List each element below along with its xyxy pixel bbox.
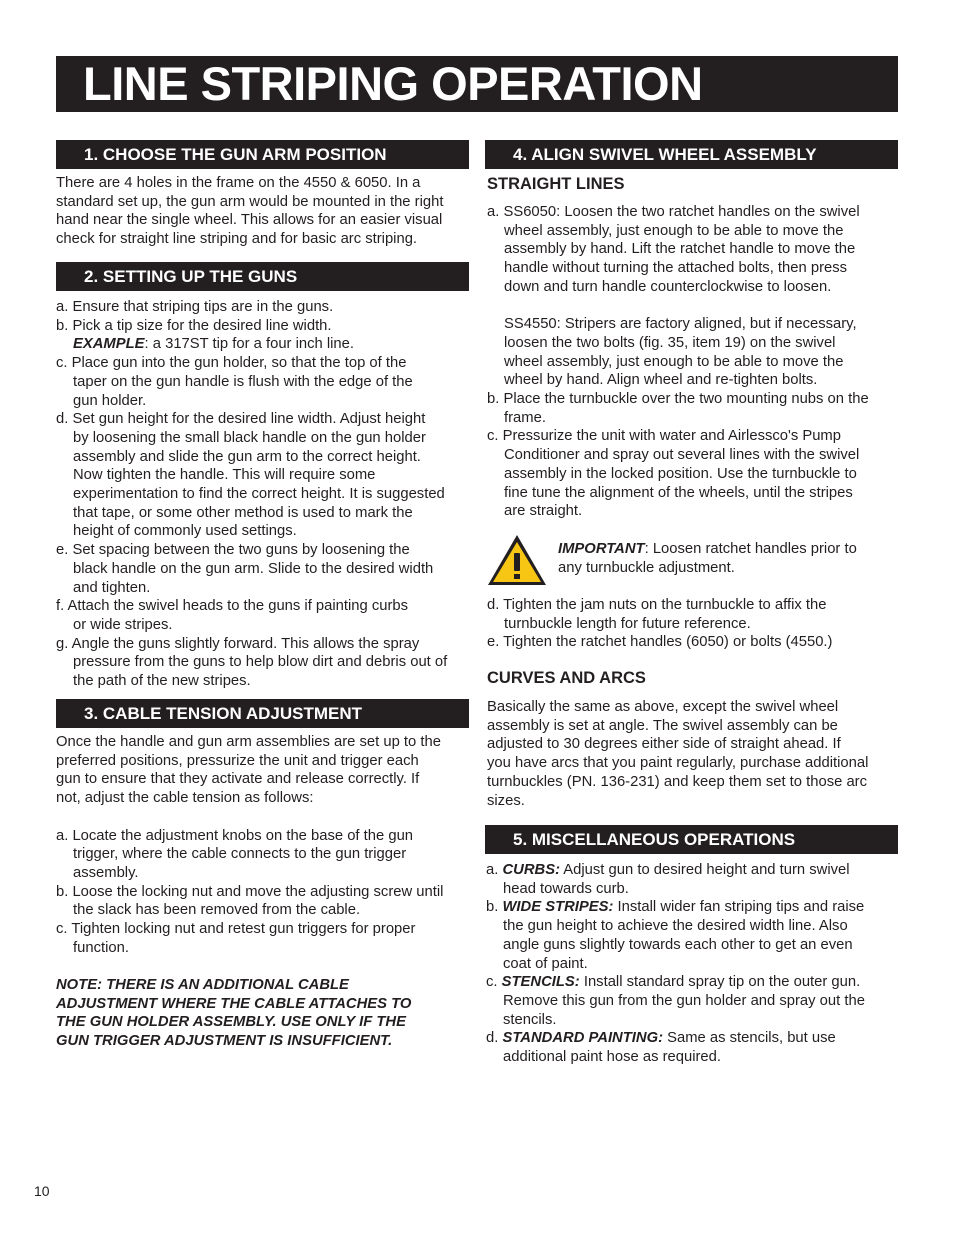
step-e: e. Tighten the ratchet handles (6050) or bolts (4550.) xyxy=(487,634,833,651)
section-4-body xyxy=(487,203,897,521)
step-e-cont: and tighten. xyxy=(73,579,151,596)
section-3-heading: 3. CABLE TENSION ADJUSTMENT xyxy=(56,699,469,728)
step-a-cont: assembly by hand. Lift the ratchet handle to move the xyxy=(504,241,856,258)
text-line: adjusted to 30 degrees either side of straight ahead. If xyxy=(487,736,841,753)
title-bar xyxy=(56,56,898,112)
item-text: Same as stencils, but use xyxy=(663,1030,836,1047)
text-line: turnbuckles (PN. 136-231) and keep them set to those arc xyxy=(487,773,867,790)
step-c: c. Place gun into the gun holder, so that the top of the xyxy=(56,355,407,372)
item-cont: head towards curb. xyxy=(503,880,629,897)
text-line: gun to ensure that they activate and release correctly. If xyxy=(56,771,420,788)
misc-d xyxy=(486,1029,898,1048)
step-d: d. Tighten the jam nuts on the turnbuckle to affix the xyxy=(487,597,827,613)
step-c-cont: are straight. xyxy=(504,503,583,520)
step-a2-cont: loosen the two bolts (fig. 35, item 19) on the swivel xyxy=(504,334,836,351)
item-cont: additional paint hose as required. xyxy=(503,1049,721,1066)
standard-painting-label: STANDARD PAINTING: xyxy=(502,1030,664,1047)
important-line xyxy=(558,540,898,559)
step-a2-cont: wheel by hand. Align wheel and re-tighten bolts. xyxy=(504,372,818,389)
step-b: b. Place the turnbuckle over the two mounting nubs on the xyxy=(487,391,869,408)
section-4-heading: 4. ALIGN SWIVEL WHEEL ASSEMBLY xyxy=(485,140,898,169)
wide-stripes-label: WIDE STRIPES: xyxy=(502,899,614,916)
section-4-steps-de xyxy=(487,596,897,652)
text-line: not, adjust the cable tension as follows: xyxy=(56,790,314,807)
step-d-cont: Now tighten the handle. This will require some xyxy=(73,467,376,484)
section-1-body xyxy=(56,174,470,249)
text-line: you have arcs that you paint regularly, purchase additional xyxy=(487,755,869,772)
text-line: hand near the single wheel. This allows for an easier visual xyxy=(56,212,443,229)
misc-c xyxy=(486,973,898,992)
cable-note xyxy=(56,976,476,1051)
step-d-cont: experimentation to find the correct height. It is suggested xyxy=(73,486,445,503)
misc-a xyxy=(486,861,898,880)
note-line: THE GUN HOLDER ASSEMBLY. USE ONLY IF THE xyxy=(56,1014,406,1031)
item-prefix: c. xyxy=(486,974,502,991)
step-a: a. Locate the adjustment knobs on the base of the gun xyxy=(56,827,414,844)
text-line: standard set up, the gun arm would be mounted in the right xyxy=(56,193,444,210)
text-line: Once the handle and gun arm assemblies are set up to the xyxy=(56,734,441,750)
item-cont: angle guns slightly towards each other to get an even xyxy=(503,936,853,953)
note-line: ADJUSTMENT WHERE THE CABLE ATTACHES TO xyxy=(56,995,412,1012)
section-5-body xyxy=(486,861,898,1067)
straight-lines-heading: STRAIGHT LINES xyxy=(487,175,625,193)
step-b-cont: frame. xyxy=(504,409,546,426)
step-g: g. Angle the guns slightly forward. This allows the spray xyxy=(56,635,420,652)
curbs-label: CURBS: xyxy=(502,862,560,878)
step-d-cont: by loosening the small black handle on the gun holder xyxy=(73,429,426,446)
step-f: f. Attach the swivel heads to the guns if painting curbs xyxy=(56,598,409,615)
step-b-cont: the slack has been removed from the cable. xyxy=(73,902,361,919)
text-line: Basically the same as above, except the swivel wheel xyxy=(487,699,839,715)
step-a2: SS4550: Stripers are factory aligned, but if necessary, xyxy=(504,316,857,333)
page-number: 10 xyxy=(34,1183,50,1199)
page-title: LINE STRIPING OPERATION xyxy=(83,57,703,110)
text-line: preferred positions, pressurize the unit and trigger each xyxy=(56,752,419,769)
step-c-cont: gun holder. xyxy=(73,392,147,409)
item-cont: the gun height to achieve the desired width line. Also xyxy=(503,918,848,935)
step-c-cont: Conditioner and spray out several lines with the swivel xyxy=(504,447,860,464)
step-c: c. Tighten locking nut and retest gun triggers for proper xyxy=(56,921,416,938)
text-line: assembly is set at angle. The swivel assembly can be xyxy=(487,717,838,734)
step-c-cont: taper on the gun handle is flush with the edge of the xyxy=(73,373,413,390)
step-a-cont: down and turn handle counterclockwise to loosen. xyxy=(504,278,832,295)
section-3-body xyxy=(56,733,476,957)
step-d: d. Set gun height for the desired line width. Adjust height xyxy=(56,411,426,428)
step-g-cont: pressure from the guns to help blow dirt and debris out of xyxy=(73,654,448,671)
warning-triangle-icon xyxy=(485,532,549,588)
step-d-cont: that tape, or some other method is used to mark the xyxy=(73,504,413,521)
step-c: c. Pressurize the unit with water and Airlessco's Pump xyxy=(487,428,841,445)
step-g-cont: the path of the new stripes. xyxy=(73,673,251,690)
example-line xyxy=(56,335,476,354)
note-line: NOTE: THERE IS AN ADDITIONAL CABLE xyxy=(56,977,349,993)
section-5-heading: 5. MISCELLANEOUS OPERATIONS xyxy=(485,825,898,854)
step-c-cont: assembly in the locked position. Use the turnbuckle to xyxy=(504,465,857,482)
step-e-cont: black handle on the gun arm. Slide to the desired width xyxy=(73,560,434,577)
important-text: : Loosen ratchet handles prior to xyxy=(644,541,857,557)
important-text-cont: any turnbuckle adjustment. xyxy=(558,559,735,576)
important-note xyxy=(558,540,898,577)
step-a-cont: wheel assembly, just enough to be able to move the xyxy=(504,222,844,239)
spacer xyxy=(56,808,476,827)
step-d-cont: turnbuckle length for future reference. xyxy=(504,615,751,632)
step-d-cont: assembly and slide the gun arm to the correct height. xyxy=(73,448,421,465)
item-cont: coat of paint. xyxy=(503,955,588,972)
example-label: EXAMPLE xyxy=(73,336,145,353)
step-a-cont: assembly. xyxy=(73,864,139,881)
step-c-cont: fine tune the alignment of the wheels, until the stripes xyxy=(504,484,853,501)
step-c-cont: function. xyxy=(73,939,129,956)
item-prefix: a. xyxy=(486,862,503,878)
curves-arcs-heading: CURVES AND ARCS xyxy=(487,669,646,687)
important-label: IMPORTANT xyxy=(558,541,645,557)
item-prefix: d. xyxy=(486,1030,503,1047)
example-text: : a 317ST tip for a four inch line. xyxy=(144,336,354,353)
step-a-cont: handle without turning the attached bolts, then press xyxy=(504,260,848,277)
step-a-cont: trigger, where the cable connects to the gun trigger xyxy=(73,846,407,863)
misc-b xyxy=(486,898,898,917)
step-a: a. SS6050: Loosen the two ratchet handles on the swivel xyxy=(487,204,860,220)
note-line: GUN TRIGGER ADJUSTMENT IS INSUFFICIENT. xyxy=(56,1033,393,1050)
item-cont: stencils. xyxy=(503,1011,557,1028)
section-2-body xyxy=(56,298,476,691)
step-a: a. Ensure that striping tips are in the guns. xyxy=(56,299,334,315)
curves-body xyxy=(487,698,897,810)
item-text: Install wider fan striping tips and raise xyxy=(613,899,865,916)
text-line: check for straight line striping and for basic arc striping. xyxy=(56,231,418,248)
step-f-cont: or wide stripes. xyxy=(73,616,173,633)
item-cont: Remove this gun from the gun holder and spray out the xyxy=(503,992,865,1009)
text-line: There are 4 holes in the frame on the 4550 & 6050. In a xyxy=(56,175,421,191)
text-line: sizes. xyxy=(487,792,525,809)
section-1-heading: 1. CHOOSE THE GUN ARM POSITION xyxy=(56,140,469,169)
step-b: b. Loose the locking nut and move the adjusting screw until xyxy=(56,883,444,900)
step-d-cont: height of commonly used settings. xyxy=(73,523,297,540)
step-b: b. Pick a tip size for the desired line width. xyxy=(56,317,332,334)
stencils-label: STENCILS: xyxy=(501,974,580,991)
item-text: Adjust gun to desired height and turn swivel xyxy=(560,862,850,878)
section-2-heading: 2. SETTING UP THE GUNS xyxy=(56,262,469,291)
step-a2-cont: wheel assembly, just enough to be able to move the xyxy=(504,353,844,370)
item-prefix: b. xyxy=(486,899,503,916)
spacer xyxy=(487,297,897,316)
item-text: Install standard spray tip on the outer gun. xyxy=(579,974,861,991)
step-e: e. Set spacing between the two guns by loosening the xyxy=(56,542,410,559)
